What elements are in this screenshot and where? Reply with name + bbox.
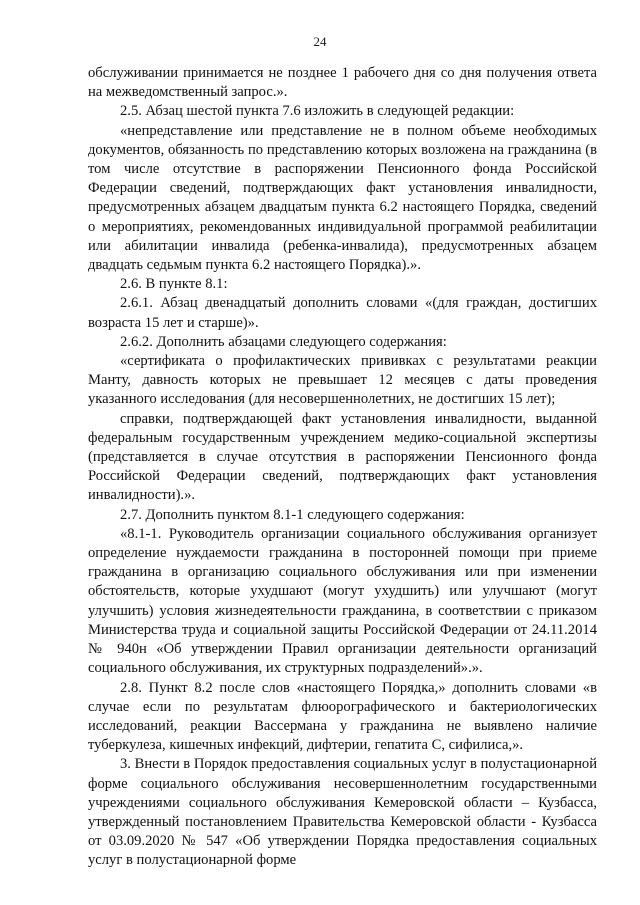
paragraph-2-8: 2.8. Пункт 8.2 после слов «настоящего Порядка,» дополнить словами «в случае если по результатам флюорографического и бактериологических исследований, реакции Вассермана у гражданина не выявлено наличие туберкулеза, кишечных инфекций, дифтерии, гепатита С, сифилиса,». [88, 679, 597, 754]
paragraph-2-6-1: 2.6.1. Абзац двенадцатый дополнить словами «(для граждан, достигших возраста 15 лет и старше)». [88, 295, 597, 331]
paragraph-2-6-2: 2.6.2. Дополнить абзацами следующего содержания: [120, 333, 447, 350]
document-body [88, 64, 597, 871]
paragraph-8-1-1: «8.1-1. Руководитель организации социального обслуживания организует определение нуждаемости гражданина в посторонней помощи при приеме гражданина в организацию социального обслуживания или при изменении обстоятельств, которые ухудшают (могут ухудшить) или улучшают (могут улучшить) условия жизнедеятельности гражданина, в соответствии с приказом Министерства труда и социальной защиты Российской Федерации от 24.11.2014 № 940н «Об утверждении Правил организации деятельности организаций социального обслуживания, их структурных подразделений».». [88, 525, 597, 677]
paragraph-2-5-quote: «непредставление или представление не в полном объеме необходимых документов, обязанность по представлению которых возложена на гражданина (в том числе отсутствие в распоряжении Пенсионного фонда Российской Федерации сведений, подтверждающих факт установления инвалидности, предусмотренных абзацем двадцатым пункта 6.2 настоящего Порядка, сведений о мероприятиях, рекомендованных индивидуальной программой реабилитации или абилитации инвалида (ребенка-инвалида), предусмотренных абзацем двадцать седьмым пункта 6.2 настоящего Порядка).». [88, 122, 597, 274]
paragraph-2-5: 2.5. Абзац шестой пункта 7.6 изложить в следующей редакции: [120, 103, 515, 120]
paragraph-continuation: обслуживании принимается не позднее 1 рабочего дня со дня получения ответа на межведомственный запрос.». [88, 65, 597, 101]
paragraph-2-7: 2.7. Дополнить пунктом 8.1-1 следующего содержания: [120, 506, 465, 523]
paragraph-certificate: «сертификата о профилактических прививках с результатами реакции Манту, давность которых не превышает 12 месяцев с даты проведения указанного исследования (для несовершеннолетних, не достигших 15 лет); [88, 353, 597, 408]
paragraph-2-6: 2.6. В пункте 8.1: [120, 276, 228, 293]
paragraph-3: 3. Внести в Порядок предоставления социальных услуг в полустационарной форме социального обслуживания несовершеннолетним государственными учреждениями социального обслуживания Кемеровской области – Кузбасса, утвержденный постановлением Правительства Кемеровской области - Кузбасса от 03.09.2020 № 547 «Об утверждении Порядка предоставления социальных услуг в полустационарной форме [88, 756, 598, 869]
paragraph-disability-certificate: справки, подтверждающей факт установления инвалидности, выданной федеральным государственным учреждением медико-социальной экспертизы (представляется в случае отсутствия в распоряжении Пенсионного фонда Российской Федерации сведений, подтверждающих факт установления инвалидности).». [88, 410, 597, 504]
page-number: 24 [313, 34, 327, 49]
